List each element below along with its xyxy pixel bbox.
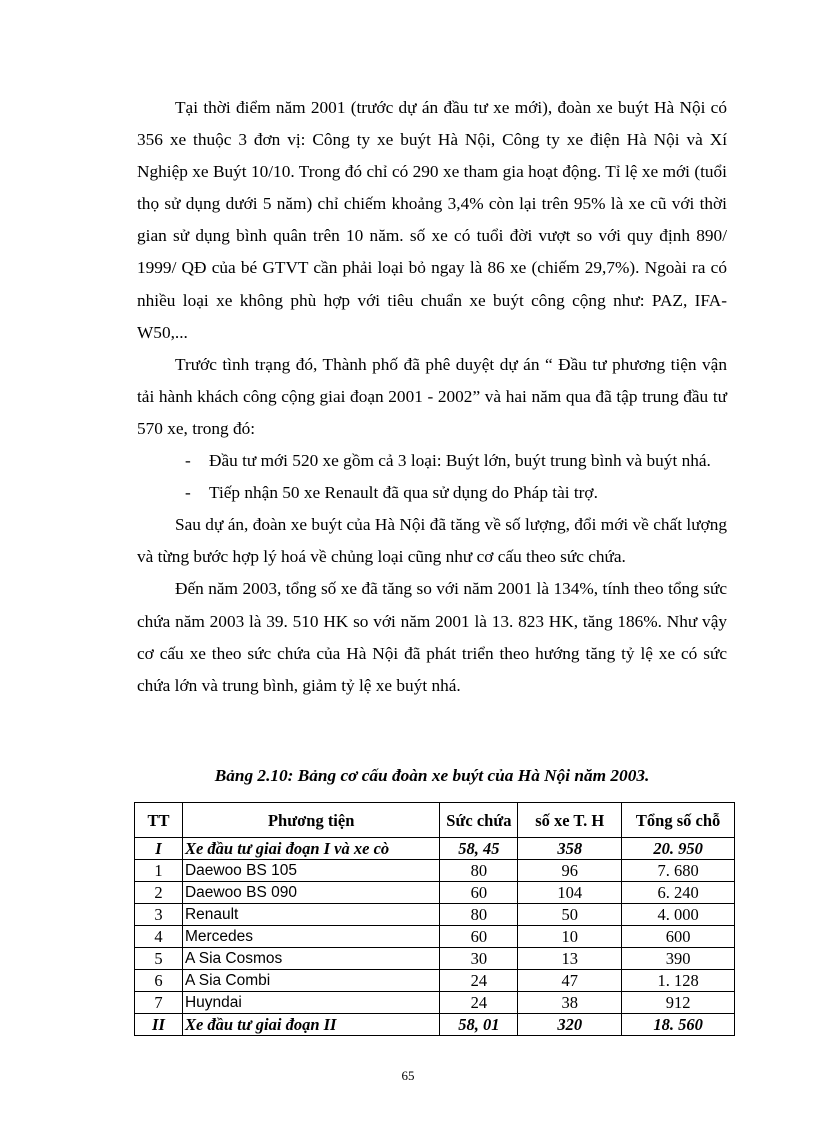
cell-capacity: 30 <box>440 948 518 970</box>
table-header-row <box>135 803 735 838</box>
cell-vehicle: Xe đầu tư giai đoạn II <box>182 1014 440 1036</box>
cell-capacity: 80 <box>440 860 518 882</box>
header-total-seats: Tổng số chỗ <box>622 803 735 838</box>
cell-vehicle: Huyndai <box>182 992 440 1014</box>
bullet-list <box>137 445 727 509</box>
table-row <box>135 992 735 1014</box>
cell-total-seats: 1. 128 <box>622 970 735 992</box>
cell-count: 104 <box>518 882 622 904</box>
cell-tt: 4 <box>135 926 183 948</box>
header-capacity: Sức chứa <box>440 803 518 838</box>
cell-tt: 1 <box>135 860 183 882</box>
bullet-marker: - <box>185 483 191 503</box>
cell-count: 96 <box>518 860 622 882</box>
cell-tt: 2 <box>135 882 183 904</box>
cell-vehicle: A Sia Cosmos <box>182 948 440 970</box>
table-row <box>135 926 735 948</box>
table-row <box>135 1014 735 1036</box>
paragraph-1: Tại thời điểm năm 2001 (trước dự án đầu tư xe mới), đoàn xe buýt Hà Nội có 356 xe thuộc 3 đơn vị: Công ty xe buýt Hà Nội, Công ty xe điện Hà Nội và Xí Nghiệp xe Buýt 10/10. Trong đó chỉ có 290 xe tham gia hoạt động. Tỉ lệ xe mới (tuổi thọ sử dụng dưới 5 năm) chỉ chiếm khoảng 3,4% còn lại trên 95% là xe cũ với thời gian sử dụng bình quân trên 10 năm. số xe có tuổi đời vượt so với quy định 890/ 1999/ QĐ của bé GTVT cần phải loại bỏ ngay là 86 xe (chiếm 29,7%). Ngoài ra có nhiều loại xe không phù hợp với tiêu chuẩn xe buýt công cộng như: PAZ, IFA-W50,... <box>137 98 727 342</box>
table-row <box>135 970 735 992</box>
cell-capacity: 58, 01 <box>440 1014 518 1036</box>
paragraph-2: Trước tình trạng đó, Thành phố đã phê duyệt dự án “ Đầu tư phương tiện vận tải hành khách công cộng giai đoạn 2001 - 2002” và hai năm qua đã tập trung đầu tư 570 xe, trong đó: <box>137 354 727 438</box>
table-row <box>135 882 735 904</box>
cell-total-seats: 18. 560 <box>622 1014 735 1036</box>
cell-count: 47 <box>518 970 622 992</box>
cell-vehicle: Mercedes <box>182 926 440 948</box>
cell-total-seats: 390 <box>622 948 735 970</box>
cell-vehicle: Daewoo BS 090 <box>182 882 440 904</box>
cell-vehicle: Daewoo BS 105 <box>182 860 440 882</box>
bus-fleet-table <box>134 802 735 1036</box>
cell-capacity: 80 <box>440 904 518 926</box>
cell-total-seats: 6. 240 <box>622 882 735 904</box>
cell-total-seats: 600 <box>622 926 735 948</box>
page-number: 65 <box>401 1068 415 1083</box>
cell-tt: I <box>135 838 183 860</box>
cell-total-seats: 4. 000 <box>622 904 735 926</box>
cell-count: 50 <box>518 904 622 926</box>
bullet-text: Tiếp nhận 50 xe Renault đã qua sử dụng do Pháp tài trợ. <box>209 483 598 503</box>
cell-count: 13 <box>518 948 622 970</box>
cell-capacity: 60 <box>440 926 518 948</box>
cell-count: 358 <box>518 838 622 860</box>
header-tt: TT <box>135 803 183 838</box>
cell-capacity: 24 <box>440 992 518 1014</box>
cell-count: 38 <box>518 992 622 1014</box>
cell-total-seats: 20. 950 <box>622 838 735 860</box>
cell-capacity: 58, 45 <box>440 838 518 860</box>
cell-count: 10 <box>518 926 622 948</box>
cell-tt: II <box>135 1014 183 1036</box>
cell-vehicle: Xe đầu tư giai đoạn I và xe cò <box>182 838 440 860</box>
table-row <box>135 948 735 970</box>
table-row <box>135 904 735 926</box>
paragraph-4: Đến năm 2003, tổng số xe đã tăng so với năm 2001 là 134%, tính theo tổng sức chứa năm 2003 là 39. 510 HK so với năm 2001 là 13. 823 HK, tăng 186%. Như vậy cơ cấu xe theo sức chứa của Hà Nội đã phát triển theo hướng tăng tỷ lệ xe có sức chứa lớn và trung bình, giảm tỷ lệ xe buýt nhá. <box>137 579 727 695</box>
cell-tt: 3 <box>135 904 183 926</box>
cell-tt: 5 <box>135 948 183 970</box>
cell-tt: 6 <box>135 970 183 992</box>
bullet-item <box>137 477 727 509</box>
table-row <box>135 838 735 860</box>
paragraph-3: Sau dự án, đoàn xe buýt của Hà Nội đã tăng về số lượng, đổi mới về chất lượng và từng bước hợp lý hoá về chủng loại cũng như cơ cấu theo sức chứa. <box>137 515 727 567</box>
cell-vehicle: A Sia Combi <box>182 970 440 992</box>
cell-total-seats: 912 <box>622 992 735 1014</box>
cell-capacity: 24 <box>440 970 518 992</box>
cell-count: 320 <box>518 1014 622 1036</box>
body-text <box>137 92 727 702</box>
header-vehicle: Phương tiện <box>182 803 440 838</box>
bullet-marker: - <box>185 451 191 471</box>
table-row <box>135 860 735 882</box>
cell-total-seats: 7. 680 <box>622 860 735 882</box>
table-caption: Bảng 2.10: Bảng cơ cấu đoàn xe buýt của Hà Nội năm 2003. <box>214 766 650 785</box>
header-count: số xe T. H <box>518 803 622 838</box>
cell-capacity: 60 <box>440 882 518 904</box>
cell-vehicle: Renault <box>182 904 440 926</box>
bullet-item <box>137 445 727 477</box>
cell-tt: 7 <box>135 992 183 1014</box>
bullet-text: Đầu tư mới 520 xe gồm cả 3 loại: Buýt lớn, buýt trung bình và buýt nhá. <box>209 451 711 471</box>
